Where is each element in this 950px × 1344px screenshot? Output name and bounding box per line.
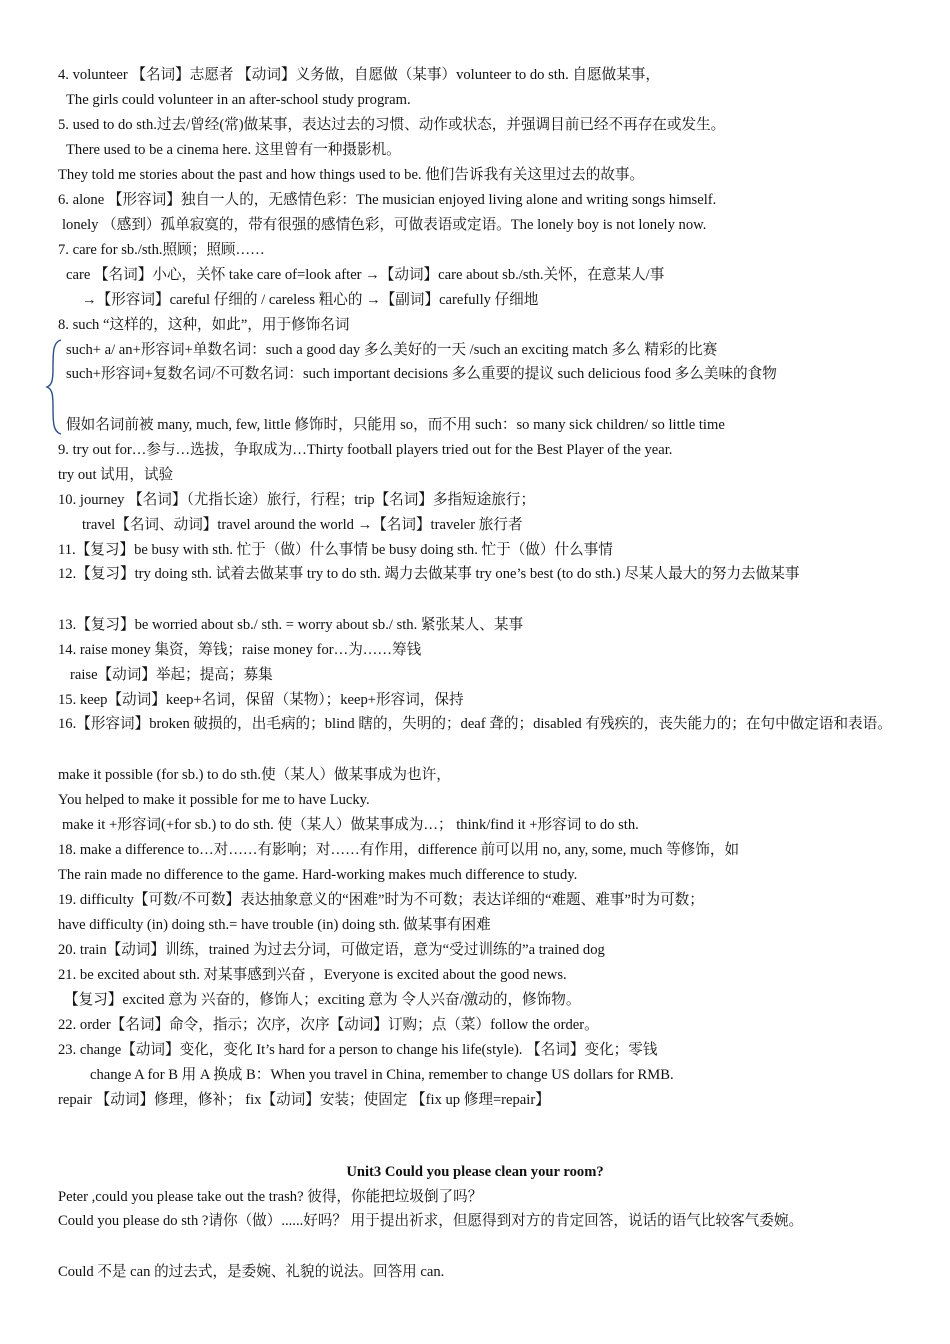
text-line-l33: 20. train【动词】训练，trained 为过去分词，可做定语，意为“受过训练的”a trained dog xyxy=(58,942,605,958)
text-line-l11: 8. such “这样的，这种，如此”，用于修饰名词 xyxy=(58,317,350,333)
text-line-l29: 18. make a difference to…对……有影响；对……有作用，difference 前可以用 no, any, some, much 等修饰，如 xyxy=(58,842,740,858)
text-line-l22: 14. raise money 集资，筹钱；raise money for…为……筹钱 xyxy=(58,642,422,658)
text-line-l05: They told me stories about the past and how things used to be. 他们告诉我有关这里过去的故事。 xyxy=(58,167,645,183)
text-line-l16: try out 试用，试验 xyxy=(58,467,174,483)
text-line-l06: 6. alone 【形容词】独自一人的，无感情色彩：The musician enjoyed living alone and writing songs himself. xyxy=(58,192,717,208)
text-line-l19: 11.【复习】be busy with sth. 忙于（做）什么事情 be busy doing sth. 忙于（做）什么事情 xyxy=(58,542,613,558)
text-line-l17: 10. journey 【名词】（尤指长途）旅行，行程；trip【名词】多指短途旅行； xyxy=(58,492,536,508)
text-line-u03: Could 不是 can 的过去式，是委婉、礼貌的说法。回答用 can. xyxy=(58,1264,445,1280)
text-line-l23: raise【动词】举起；提高；募集 xyxy=(70,667,273,683)
text-line-l37: 23. change【动词】变化，变化 It’s hard for a person to change his life(style). 【名词】变化；零钱 xyxy=(58,1042,658,1058)
text-line-l27: You helped to make it possible for me to have Lucky. xyxy=(58,792,370,808)
text-line-l01: 4. volunteer 【名词】志愿者 【动词】义务做，自愿做（某事）volunteer to do sth. 自愿做某事， xyxy=(58,67,660,83)
text-line-l08: 7. care for sb./sth.照顾；照顾…… xyxy=(58,242,265,258)
text-line-u01: Peter ,could you please take out the trash? 彼得，你能把垃圾倒了吗？ xyxy=(58,1189,483,1205)
text-line-l32: have difficulty (in) doing sth.= have trouble (in) doing sth. 做某事有困难 xyxy=(58,917,491,933)
text-line-l35: 【复习】excited 意为 兴奋的，修饰人；exciting 意为 令人兴奋/激动的，修饰物。 xyxy=(64,992,581,1008)
text-line-l10: →【形容词】careful 仔细的 / careless 粗心的 →【副词】carefully 仔细地 xyxy=(82,292,539,308)
text-line-l20: 12.【复习】try doing sth. 试着去做某事 try to do sth. 竭力去做某事 try one’s best (to do sth.) 尽某人最大的努力去做某事 xyxy=(58,566,800,582)
unit-title: Unit3 Could you please clean your room? xyxy=(346,1164,604,1180)
text-line-l04: There used to be a cinema here. 这里曾有一种摄影机。 xyxy=(66,142,401,158)
text-line-l28: make it +形容词(+for sb.) to do sth. 使（某人）做某事成为…； think/find it +形容词 to do sth. xyxy=(62,817,639,833)
text-line-l09: care 【名词】小心，关怀 take care of=look after →【动词】care about sb./sth.关怀，在意某人/事 xyxy=(66,267,665,283)
text-line-l02: The girls could volunteer in an after-school study program. xyxy=(66,92,411,108)
text-line-l13: such+形容词+复数名词/不可数名词：such important decisions 多么重要的提议 such delicious food 多么美味的食物 xyxy=(66,366,777,382)
text-line-l24: 15. keep【动词】keep+名词，保留（某物）；keep+形容词，保持 xyxy=(58,692,464,708)
text-line-l21: 13.【复习】be worried about sb./ sth. = worry about sb./ sth. 紧张某人、某事 xyxy=(58,617,524,633)
text-line-l25: 16.【形容词】broken 破损的，出毛病的；blind 瞎的，失明的；deaf 聋的；disabled 有残疾的，丧失能力的；在句中做定语和表语。 xyxy=(58,716,892,732)
text-line-l03: 5. used to do sth.过去/曾经(常)做某事，表达过去的习惯、动作或状态，并强调目前已经不再存在或发生。 xyxy=(58,117,726,133)
text-line-l07: lonely （感到）孤单寂寞的，带有很强的感情色彩，可做表语或定语。The lonely boy is not lonely now. xyxy=(62,217,707,233)
text-line-l26: make it possible (for sb.) to do sth.使（某人）做某事成为也许， xyxy=(58,767,451,783)
text-line-l15: 9. try out for…参与…选拔，争取成为…Thirty football players tried out for the Best Player of the year. xyxy=(58,442,673,458)
text-line-u02: Could you please do sth ?请你（做）......好吗？ 用于提出祈求，但愿得到对方的肯定回答，说话的语气比较客气委婉。 xyxy=(58,1213,804,1229)
text-line-l30: The rain made no difference to the game. Hard-working makes much difference to study. xyxy=(58,867,578,883)
text-line-l38: change A for B 用 A 换成 B：When you travel in China, remember to change US dollars for RMB. xyxy=(90,1067,674,1083)
text-line-l36: 22. order【名词】命令，指示；次序，次序【动词】订购；点（菜）follow the order。 xyxy=(58,1017,599,1033)
text-line-l34: 21. be excited about sth. 对某事感到兴奋 ，Everyone is excited about the good news. xyxy=(58,967,567,983)
text-line-l31: 19. difficulty【可数/不可数】表达抽象意义的“困难”时为不可数；表达详细的“难题、难事”时为可数； xyxy=(58,892,704,908)
text-line-l14: 假如名词前被 many, much, few, little 修饰时，只能用 so，而不用 such：so many sick children/ so little time xyxy=(66,417,725,433)
text-line-l39: repair 【动词】修理，修补； fix【动词】安装；使固定 【fix up 修理=repair】 xyxy=(58,1092,550,1108)
brace-bracket xyxy=(44,338,64,436)
text-line-l12: such+ a/ an+形容词+单数名词：such a good day 多么美好的一天 /such an exciting match 多么 精彩的比赛 xyxy=(66,342,718,358)
text-line-l18: travel【名词、动词】travel around the world →【名词】traveler 旅行者 xyxy=(82,517,523,533)
